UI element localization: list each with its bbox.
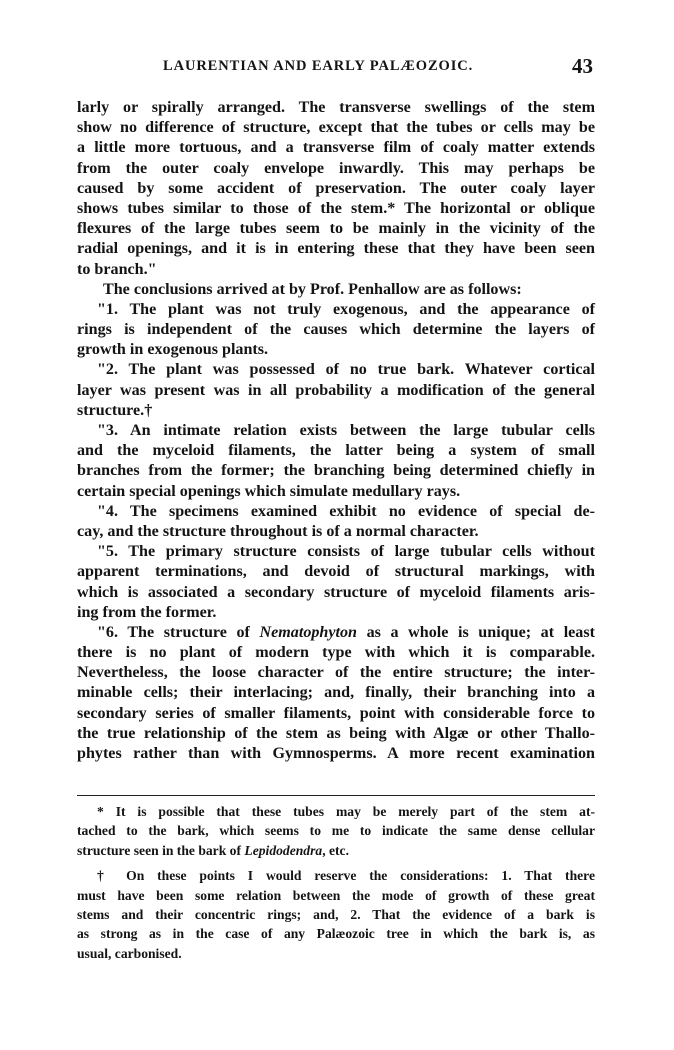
text-line: secondary series of smaller filaments, point with considerable force to bbox=[77, 704, 595, 722]
text-line: "5. The primary structure consists of large tubular cells without bbox=[97, 543, 595, 561]
text-segment: as a whole is unique; at least bbox=[356, 623, 595, 641]
footnote-line: * It is possible that these tubes may be merely part of the stem at- bbox=[97, 804, 595, 819]
text-line: which is associated a secondary structure of myceloid filaments aris- bbox=[77, 583, 595, 601]
text-segment: "6. The structure of bbox=[97, 623, 260, 641]
text-line: structure.† bbox=[77, 401, 153, 419]
body-text bbox=[77, 98, 595, 764]
running-head: LAURENTIAN AND EARLY PALÆOZOIC. bbox=[163, 58, 474, 74]
text-line: The conclusions arrived at by Prof. Penhallow are as follows: bbox=[103, 280, 522, 298]
text-line: Nevertheless, the loose character of the entire structure; the inter- bbox=[77, 664, 595, 682]
text-line: rings is independent of the causes which determine the layers of bbox=[77, 321, 595, 339]
text-line: flexures of the large tubes seem to be mainly in the vicinity of the bbox=[77, 220, 595, 238]
text-line: cay, and the structure throughout is of a normal character. bbox=[77, 522, 479, 540]
text-line-with-italic bbox=[77, 623, 595, 643]
footnote-line: as strong as in the case of any Palæozoic tree in which the bark is, as bbox=[77, 926, 595, 942]
text-line: to branch." bbox=[77, 260, 157, 278]
text-line: "2. The plant was possessed of no true bark. Whatever cortical bbox=[97, 361, 595, 379]
text-line: the true relationship of the stem as being with Algæ or other Thallo- bbox=[77, 724, 595, 742]
page-number: 43 bbox=[572, 54, 593, 78]
text-line: radial openings, and it is in entering these that they have been seen bbox=[77, 240, 595, 258]
text-line: growth in exogenous plants. bbox=[77, 341, 269, 359]
footnote-line: must have been some relation between the mode of growth of these great bbox=[77, 887, 595, 903]
text-line: from the outer coaly envelope inwardly. This may perhaps be bbox=[77, 159, 595, 177]
text-line: apparent terminations, and devoid of structural markings, with bbox=[77, 563, 595, 581]
text-line: shows tubes similar to those of the stem.* The horizontal or oblique bbox=[77, 199, 595, 217]
text-line: branches from the former; the branching being determined chiefly in bbox=[77, 462, 595, 480]
footnote-line: usual, carbonised. bbox=[77, 945, 182, 961]
text-line: ing from the former. bbox=[77, 603, 217, 621]
text-line: caused by some accident of preservation. The outer coaly layer bbox=[77, 179, 595, 197]
text-line: "3. An intimate relation exists between the large tubular cells bbox=[97, 422, 595, 439]
text-line: "4. The specimens examined exhibit no evidence of special de- bbox=[97, 502, 595, 520]
page-header bbox=[77, 50, 597, 82]
footnote-rule bbox=[77, 795, 595, 796]
text-line: a little more tortuous, and a transverse film of coaly matter extends bbox=[77, 139, 595, 157]
text-line: larly or spirally arranged. The transverse swellings of the stem bbox=[77, 99, 595, 116]
text-line: layer was present was in all probability a modification of the general bbox=[77, 381, 595, 399]
text-line: phytes rather than with Gymnosperms. A more recent examination bbox=[77, 745, 595, 762]
text-line: certain special openings which simulate medullary rays. bbox=[77, 482, 461, 500]
text-segment: , etc. bbox=[322, 842, 349, 858]
footnote-line: stems and their concentric rings; and, 2. That the evidence of a bark is bbox=[77, 906, 595, 922]
footnote-line-with-italic bbox=[77, 841, 595, 860]
footnote-line: tached to the bark, which seems to me to indicate the same dense cellular bbox=[77, 823, 595, 839]
text-segment: structure seen in the bark of bbox=[77, 842, 245, 858]
footnote-line: † On these points I would reserve the considerations: 1. That there bbox=[97, 868, 595, 884]
text-line: show no difference of structure, except that the tubes or cells may be bbox=[77, 119, 595, 137]
text-line: "1. The plant was not truly exogenous, and the appearance of bbox=[97, 300, 595, 318]
text-line: there is no plant of modern type with which it is comparable. bbox=[77, 644, 595, 662]
footnotes bbox=[77, 802, 595, 963]
italic-genus-name: Lepidodendra bbox=[244, 842, 323, 858]
text-line: and the myceloid filaments, the latter being a system of small bbox=[77, 442, 595, 460]
text-line: minable cells; their interlacing; and, finally, their branching into a bbox=[77, 684, 595, 702]
italic-genus-name: Nematophyton bbox=[259, 623, 357, 641]
